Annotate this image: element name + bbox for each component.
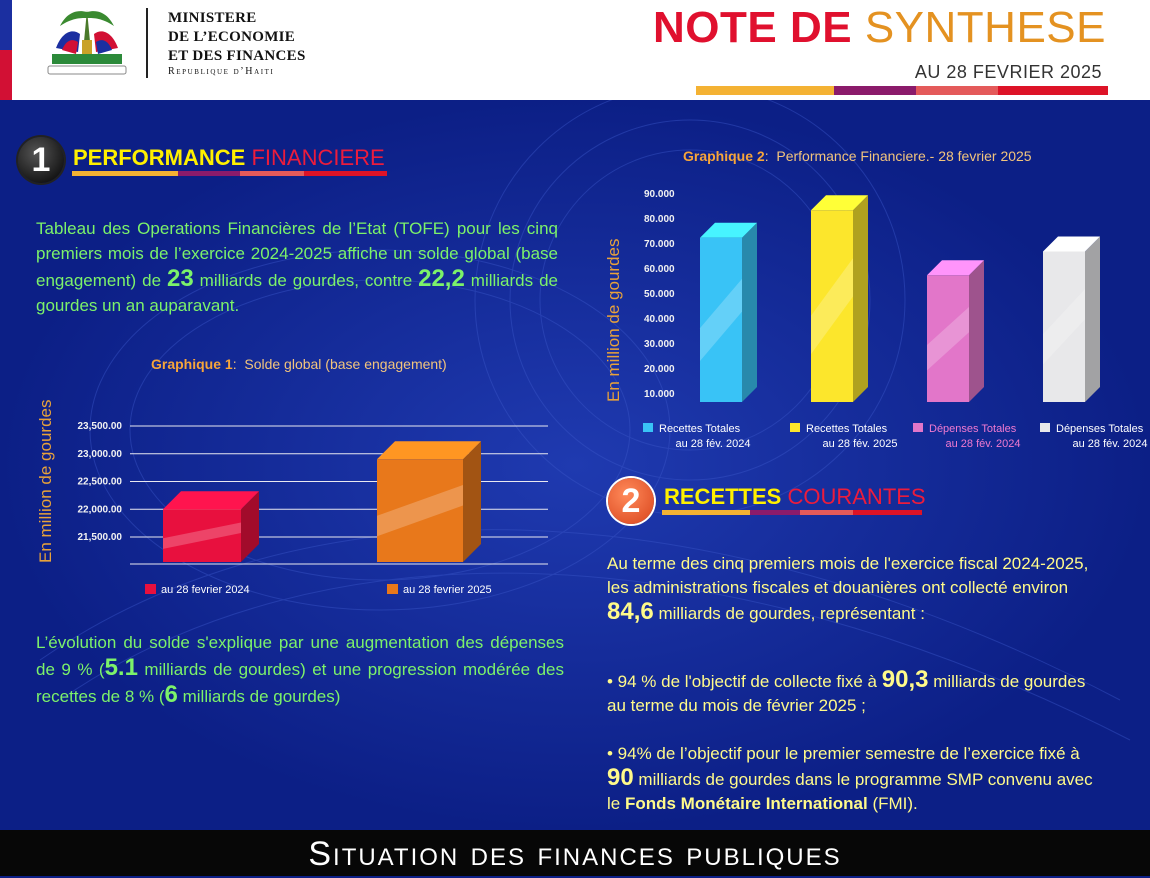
chart2-title-prefix: Graphique 2 xyxy=(683,148,765,164)
ministry-name-line2: DE L’ECONOMIE xyxy=(168,29,296,45)
solde-2024-value: 22,2 xyxy=(418,265,465,292)
ministry-name-line1: MINISTERE xyxy=(168,10,257,26)
footer-banner: Situation des finances publiques xyxy=(0,830,1150,876)
chart2-legend-swatch xyxy=(913,423,923,432)
chart2-legend-label-line1: Dépenses Totales xyxy=(929,423,1017,435)
fmi-name: Fonds Monétaire International xyxy=(624,794,868,813)
chart2-legend-label-line2: au 28 fév. 2024 xyxy=(945,438,1021,450)
chart2-legend-swatch xyxy=(1040,423,1050,432)
chart2-ylabel: En million de gourdes xyxy=(604,238,623,402)
section1-paragraph1: Tableau des Operations Financières de l’Etat (TOFE) pour les cinq premiers mois de l’exercice 2024-2025 affiche un solde global (base engagement) de 23 milliards de gourdes, contre 22,2 milliards de gourdes un an auparavant. xyxy=(36,219,558,315)
section-number-2: 2 xyxy=(608,478,654,524)
chart1-title-prefix: Graphique 1 xyxy=(151,356,233,372)
chart2-bar-side xyxy=(969,260,984,402)
section1-title-bold: PERFORMANCE xyxy=(73,145,246,170)
section1-paragraph2: L’évolution du solde s'explique par une augmentation des dépenses de 9 % (5.1 milliards de gourdes) et une progression modérée des recettes de 8 % (6 milliards de gourdes) xyxy=(36,633,564,708)
chart2-ytick: 50.000 xyxy=(644,289,675,300)
section2-bullet1: • 94 % de l'objectif de collecte fixé à 90,3 milliards de gourdes au terme du mois de février 2025 ; xyxy=(607,666,1086,715)
section2-title-bold: RECETTES xyxy=(664,484,782,509)
chart2-legend-label-line1: Recettes Totales xyxy=(659,423,741,435)
chart2-legend-label-line2: au 28 fév. 2024 xyxy=(675,438,751,450)
recettes-collected-value: 84,6 xyxy=(607,598,654,625)
chart2-bar-side xyxy=(742,223,757,402)
chart2-ytick: 30.000 xyxy=(644,339,675,350)
solde-2025-value: 23 xyxy=(167,265,194,292)
section2-title-light: COURANTES xyxy=(787,484,926,509)
chart2-bar-side xyxy=(1085,237,1100,403)
chart2-ytick: 90.000 xyxy=(644,189,675,200)
chart2-ytick: 40.000 xyxy=(644,314,675,325)
republic-name: Republique d’Haiti xyxy=(168,66,275,77)
chart2-legend-label-line2: au 28 fév. 2024 xyxy=(1072,438,1148,450)
chart1-legend-label: au 28 fevrier 2025 xyxy=(403,584,492,596)
chart1-ytick: 23,500.00 xyxy=(77,421,122,432)
objectif-collecte-value: 90,3 xyxy=(881,666,929,693)
chart2-ytick: 70.000 xyxy=(644,239,675,250)
chart2-legend-swatch xyxy=(790,423,800,432)
chart2-legend-label-line2: au 28 fév. 2025 xyxy=(822,438,898,450)
chart2-title: Graphique 2: Performance Financiere.- 28 fevrier 2025 xyxy=(683,148,1032,164)
section-number-1: 1 xyxy=(18,137,64,183)
chart2-ytick: 10.000 xyxy=(644,389,675,400)
chart1-title: Graphique 1: Solde global (base engagement) xyxy=(151,356,447,372)
chart2-ytick: 80.000 xyxy=(644,214,675,225)
section2-paragraph: Au terme des cinq premiers mois de l'exercice fiscal 2024-2025, les administrations fiscales et douanières ont collecté environ 84,6 milliards de gourdes, représentant : xyxy=(607,554,1089,625)
chart1-title-text: Solde global (base engagement) xyxy=(244,356,447,372)
ministry-name-line3: ET DES FINANCES xyxy=(168,48,306,64)
chart1-ytick: 23,000.00 xyxy=(77,448,122,460)
chart1-ytick: 22,000.00 xyxy=(77,504,122,516)
chart2-ytick: 60.000 xyxy=(644,264,675,275)
objectif-smp-value: 90 xyxy=(607,764,634,791)
chart2-legend-label-line1: Dépenses Totales xyxy=(1056,423,1144,435)
recettes-increase-value: 6 xyxy=(164,681,178,708)
note-title-bold: NOTE DE xyxy=(653,3,853,52)
section2-bullet2: • 94% de l’objectif pour le premier semestre de l’exercice fixé à 90 milliards de gourdes dans le programme SMP convenu avec le Fonds Monétaire International (FMI). xyxy=(607,744,1093,813)
section1-title-light: FINANCIERE xyxy=(251,145,385,170)
chart1-ytick: 22,500.00 xyxy=(77,476,122,488)
note-date: AU 28 FEVRIER 2025 xyxy=(914,62,1102,82)
chart2-ytick: 20.000 xyxy=(644,364,675,375)
chart2-bar xyxy=(811,195,868,402)
chart1-legend-label: au 28 fevrier 2024 xyxy=(161,584,250,596)
chart1-ytick: 21,500.00 xyxy=(77,532,122,543)
chart2-bar xyxy=(1043,237,1100,403)
note-title-light: SYNTHESE xyxy=(864,3,1106,52)
chart2-bar xyxy=(700,223,757,402)
section2-underline xyxy=(662,510,922,515)
chart1-ylabel: En million de gourdes xyxy=(36,399,55,563)
section2-title xyxy=(664,484,926,510)
depenses-increase-value: 5.1 xyxy=(104,654,138,681)
chart2-bar-side xyxy=(853,195,868,402)
chart2-legend-label-line1: Recettes Totales xyxy=(806,423,888,435)
chart2-title-text: Performance Financiere.- 28 fevrier 2025 xyxy=(776,148,1032,164)
chart2-bar xyxy=(927,260,984,402)
chart2-legend-swatch xyxy=(643,423,653,432)
